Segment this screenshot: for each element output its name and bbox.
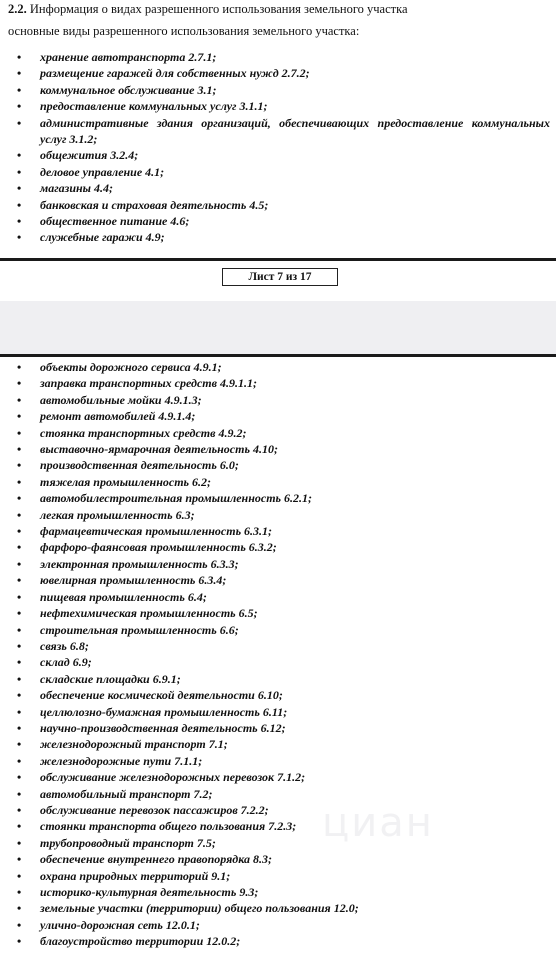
list-item-text: ювелирная промышленность 6.3.4; bbox=[40, 573, 227, 588]
list-item-text: фарфоро-фаянсовая промышленность 6.3.2; bbox=[40, 540, 277, 555]
list-item bbox=[0, 408, 556, 424]
list-item bbox=[0, 933, 556, 949]
list-item bbox=[0, 900, 556, 916]
list-item bbox=[0, 164, 556, 180]
list-item bbox=[0, 213, 556, 229]
list-item bbox=[0, 589, 556, 605]
list-item-text: обслуживание перевозок пассажиров 7.2.2; bbox=[40, 802, 269, 817]
bullet-icon: • bbox=[17, 573, 22, 588]
page-gap bbox=[0, 301, 556, 354]
list-item-text: деловое управление 4.1; bbox=[40, 164, 165, 179]
list-item-text: благоустройство территории 12.0.2; bbox=[40, 934, 241, 949]
bullet-icon: • bbox=[17, 770, 22, 785]
bullet-icon: • bbox=[17, 376, 22, 391]
list-item-text: автомобилестроительная промышленность 6.2.1; bbox=[40, 491, 313, 506]
list-item-text: улично-дорожная сеть 12.0.1; bbox=[40, 917, 200, 932]
list-item-text: коммунальное обслуживание 3.1; bbox=[40, 82, 217, 97]
bullet-icon: • bbox=[17, 901, 22, 916]
list-item bbox=[0, 622, 556, 638]
list-item-text: заправка транспортных средств 4.9.1.1; bbox=[40, 376, 257, 391]
bullet-icon: • bbox=[17, 835, 22, 850]
bullet-icon: • bbox=[17, 622, 22, 637]
list-item bbox=[0, 523, 556, 539]
list-item bbox=[0, 49, 556, 65]
bullet-icon: • bbox=[17, 819, 22, 834]
list-item bbox=[0, 720, 556, 736]
list-item bbox=[0, 115, 556, 148]
list-item bbox=[0, 359, 556, 375]
bullet-icon: • bbox=[17, 852, 22, 867]
bullet-icon: • bbox=[17, 230, 22, 245]
bullet-icon: • bbox=[17, 671, 22, 686]
list-item-text: стоянки транспорта общего пользования 7.2.3; bbox=[40, 819, 297, 834]
list-item bbox=[0, 539, 556, 555]
bullet-icon: • bbox=[17, 115, 22, 130]
list-item bbox=[0, 556, 556, 572]
list-item-text: банковская и страховая деятельность 4.5; bbox=[40, 197, 269, 212]
list-item bbox=[0, 180, 556, 196]
bullet-icon: • bbox=[17, 885, 22, 899]
bullet-icon: • bbox=[17, 214, 22, 229]
list-item bbox=[0, 605, 556, 621]
bullet-icon: • bbox=[17, 425, 22, 440]
list-item-text: обеспечение космической деятельности 6.10; bbox=[40, 688, 283, 703]
bullet-icon: • bbox=[17, 474, 22, 489]
bullet-icon: • bbox=[17, 181, 22, 196]
list-item-text: общественное питание 4.6; bbox=[40, 214, 190, 229]
list-item-text: стоянка транспортных средств 4.9.2; bbox=[40, 425, 247, 440]
list-item bbox=[0, 671, 556, 687]
list-item-text: объекты дорожного сервиса 4.9.1; bbox=[40, 360, 222, 374]
list-item bbox=[0, 441, 556, 457]
list-item-text: магазины 4.4; bbox=[40, 181, 113, 196]
bullet-icon: • bbox=[17, 589, 22, 604]
list-item-text: обслуживание железнодорожных перевозок 7.1.2; bbox=[40, 770, 306, 785]
bullet-icon: • bbox=[17, 655, 22, 670]
bullet-icon: • bbox=[17, 606, 22, 621]
list-item-text: пищевая промышленность 6.4; bbox=[40, 589, 207, 604]
bullet-icon: • bbox=[17, 66, 22, 81]
list-item bbox=[0, 375, 556, 391]
bullet-icon: • bbox=[17, 148, 22, 163]
bullet-icon: • bbox=[17, 917, 22, 932]
list-item bbox=[0, 851, 556, 867]
list-item bbox=[0, 82, 556, 98]
list-item-text: электронная промышленность 6.3.3; bbox=[40, 556, 239, 571]
bullet-icon: • bbox=[17, 802, 22, 817]
list-item-text: тяжелая промышленность 6.2; bbox=[40, 474, 212, 489]
list-item bbox=[0, 769, 556, 785]
list-item-text: нефтехимическая промышленность 6.5; bbox=[40, 606, 258, 621]
list-item bbox=[0, 884, 556, 900]
list-item-text: железнодорожные пути 7.1.1; bbox=[40, 753, 203, 768]
list-item bbox=[0, 917, 556, 933]
bullet-icon: • bbox=[17, 442, 22, 457]
bullet-icon: • bbox=[17, 360, 22, 374]
bullet-icon: • bbox=[17, 737, 22, 752]
list-item bbox=[0, 98, 556, 114]
bullet-icon: • bbox=[17, 507, 22, 522]
list-item bbox=[0, 687, 556, 703]
list-item-text: трубопроводный транспорт 7.5; bbox=[40, 835, 216, 850]
list-item bbox=[0, 638, 556, 654]
bullet-icon: • bbox=[17, 197, 22, 212]
list-item bbox=[0, 229, 556, 245]
list-item bbox=[0, 65, 556, 81]
bullet-icon: • bbox=[17, 720, 22, 735]
bullet-icon: • bbox=[17, 524, 22, 539]
bullet-icon: • bbox=[17, 786, 22, 801]
list-item-text: автомобильный транспорт 7.2; bbox=[40, 786, 213, 801]
list-item bbox=[0, 572, 556, 588]
list-item-text: историко-культурная деятельность 9.3; bbox=[40, 885, 259, 899]
list-item bbox=[0, 474, 556, 490]
page-number-label: Лист 7 из 17 bbox=[222, 268, 338, 286]
list-item-text: складские площадки 6.9.1; bbox=[40, 671, 181, 686]
list-item bbox=[0, 654, 556, 670]
list-item-text: легкая промышленность 6.3; bbox=[40, 507, 195, 522]
permitted-use-list-page1 bbox=[0, 49, 556, 246]
list-item-text: обеспечение внутреннего правопорядка 8.3; bbox=[40, 852, 273, 867]
list-item-text: производственная деятельность 6.0; bbox=[40, 458, 239, 473]
bullet-icon: • bbox=[17, 688, 22, 703]
list-item bbox=[0, 753, 556, 769]
bullet-icon: • bbox=[17, 392, 22, 407]
page-8-upper bbox=[0, 357, 556, 960]
list-item-text: строительная промышленность 6.6; bbox=[40, 622, 239, 637]
bullet-icon: • bbox=[17, 164, 22, 179]
list-item-text: земельные участки (территории) общего пользования 12.0; bbox=[40, 901, 359, 916]
list-item bbox=[0, 457, 556, 473]
section-subtitle: основные виды разрешенного использования земельного участка: bbox=[8, 24, 360, 38]
list-item bbox=[0, 868, 556, 884]
list-item-text: выставочно-ярмарочная деятельность 4.10; bbox=[40, 442, 278, 457]
list-item bbox=[0, 147, 556, 163]
list-item bbox=[0, 425, 556, 441]
bullet-icon: • bbox=[17, 868, 22, 883]
list-item-text: научно-производственная деятельность 6.12; bbox=[40, 720, 286, 735]
page-7-upper bbox=[0, 0, 556, 258]
list-item bbox=[0, 835, 556, 851]
permitted-use-list-page2 bbox=[0, 359, 556, 950]
list-item bbox=[0, 490, 556, 506]
list-item-text: размещение гаражей для собственных нужд 2.7.2; bbox=[40, 66, 310, 81]
bullet-icon: • bbox=[17, 540, 22, 555]
bullet-icon: • bbox=[17, 556, 22, 571]
bullet-icon: • bbox=[17, 934, 22, 949]
bullet-icon: • bbox=[17, 704, 22, 719]
section-heading bbox=[8, 2, 408, 17]
section-title: Информация о видах разрешенного использования земельного участка bbox=[29, 2, 408, 16]
list-item-text: предоставление коммунальных услуг 3.1.1; bbox=[40, 99, 268, 114]
list-item-text: железнодорожный транспорт 7.1; bbox=[40, 737, 228, 752]
list-item bbox=[0, 392, 556, 408]
section-number: 2.2. bbox=[8, 2, 27, 16]
list-item-text: целлюлозно-бумажная промышленность 6.11; bbox=[40, 704, 288, 719]
list-item bbox=[0, 197, 556, 213]
list-item bbox=[0, 802, 556, 818]
list-item bbox=[0, 818, 556, 834]
list-item bbox=[0, 507, 556, 523]
bullet-icon: • bbox=[17, 638, 22, 653]
bullet-icon: • bbox=[17, 409, 22, 424]
list-item-text: фармацевтическая промышленность 6.3.1; bbox=[40, 524, 273, 539]
list-item-text: общежития 3.2.4; bbox=[40, 148, 139, 163]
list-item-text: связь 6.8; bbox=[40, 638, 89, 653]
list-item-text: автомобильные мойки 4.9.1.3; bbox=[40, 392, 202, 407]
bullet-icon: • bbox=[17, 50, 22, 64]
list-item-text: ремонт автомобилей 4.9.1.4; bbox=[40, 409, 196, 424]
list-item bbox=[0, 736, 556, 752]
list-item-text: хранение автотранспорта 2.7.1; bbox=[40, 50, 217, 64]
list-item-text: склад 6.9; bbox=[40, 655, 92, 670]
list-item bbox=[0, 786, 556, 802]
bullet-icon: • bbox=[17, 458, 22, 473]
bullet-icon: • bbox=[17, 99, 22, 114]
list-item-text: административные здания организаций, обеспечивающих предоставление коммунальных услуг 3.1.2; bbox=[40, 115, 550, 147]
bullet-icon: • bbox=[17, 753, 22, 768]
list-item-text: охрана природных территорий 9.1; bbox=[40, 868, 231, 883]
list-item-text: служебные гаражи 4.9; bbox=[40, 230, 165, 245]
list-item bbox=[0, 704, 556, 720]
bullet-icon: • bbox=[17, 491, 22, 506]
bullet-icon: • bbox=[17, 82, 22, 97]
